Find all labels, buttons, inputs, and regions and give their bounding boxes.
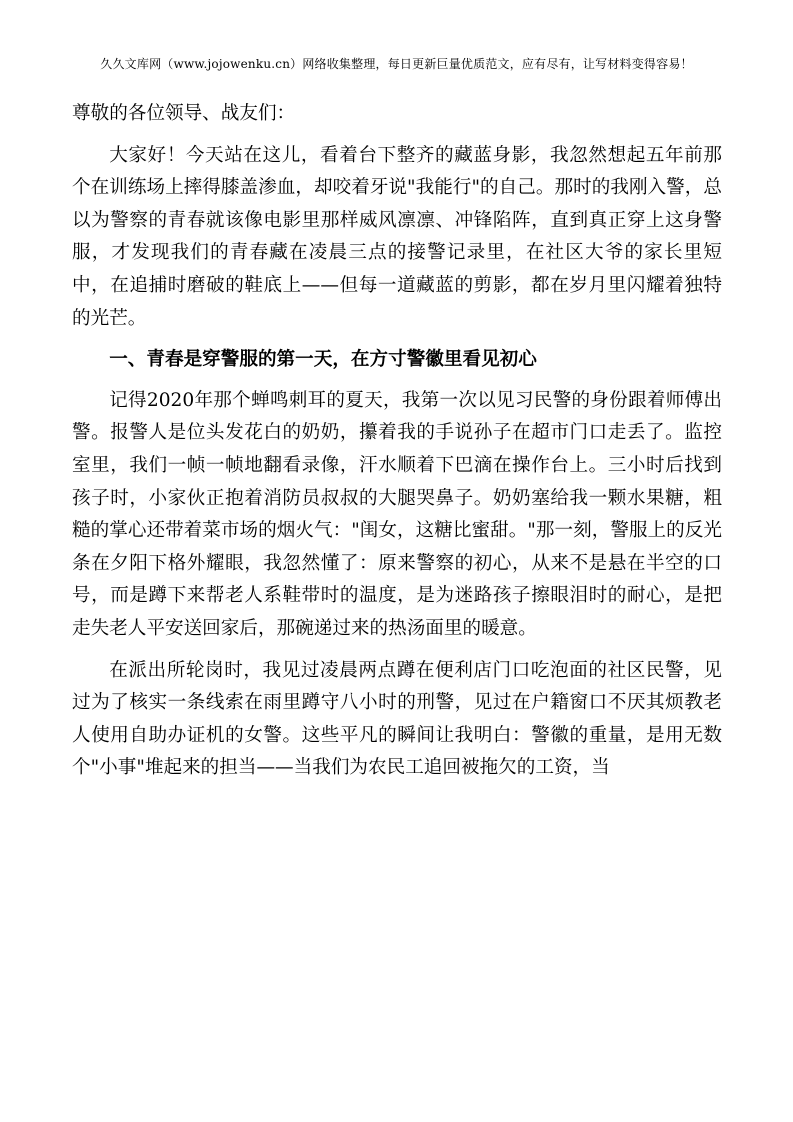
section-heading: 一、青春是穿警服的第一天，在方寸警徽里看见初心 <box>109 349 537 371</box>
document-body <box>72 98 722 794</box>
header-note: 久久文库网（www.jojowenku.cn）网络收集整理，每日更新巨量优质范文，应有尽有，让写材料变得容易！ <box>100 57 693 71</box>
salutation: 尊敬的各位领导、战友们： <box>72 103 296 124</box>
section-paragraph-1: 记得2020年那个蝉鸣刺耳的夏天，我第一次以见习民警的身份跟着师傅出警。报警人是位头发花白的奶奶，攥着我的手说孙子在超市门口走丢了。监控室里，我们一帧一帧地翻看录像，汗水顺着下巴滴在操作台上。三小时后找到孩子时，小家伙正抱着消防员叔叔的大腿哭鼻子。奶奶塞给我一颗水果糖，粗糙的掌心还带着菜市场的烟火气："闺女，这糖比蜜甜。"那一刻，警服上的反光条在夕阳下格外耀眼，我忽然懂了：原来警察的初心，从来不是悬在半空的口号，而是蹲下来帮老人系鞋带时的温度，是为迷路孩子擦眼泪时的耐心，是把走失老人平安送回家后，那碗递过来的热汤面里的暖意。 <box>72 389 722 639</box>
opening-paragraph: 大家好！今天站在这儿，看着台下整齐的藏蓝身影，我忽然想起五年前那个在训练场上摔得膝盖渗血，却咬着牙说"我能行"的自己。那时的我刚入警，总以为警察的青春就该像电影里那样威风凛凛、冲锋陷阵，直到真正穿上这身警服，才发现我们的青春藏在凌晨三点的接警记录里，在社区大爷的家长里短中，在追捕时磨破的鞋底上——但每一道藏蓝的剪影，都在岁月里闪耀着独特的光芒。 <box>72 144 722 329</box>
section-paragraph-2: 在派出所轮岗时，我见过凌晨两点蹲在便利店门口吃泡面的社区民警，见过为了核实一条线索在雨里蹲守八小时的刑警，见过在户籍窗口不厌其烦教老人使用自助办证机的女警。这些平凡的瞬间让我明白：警徽的重量，是用无数个"小事"堆起来的担当——当我们为农民工追回被拖欠的工资，当 <box>72 659 722 779</box>
